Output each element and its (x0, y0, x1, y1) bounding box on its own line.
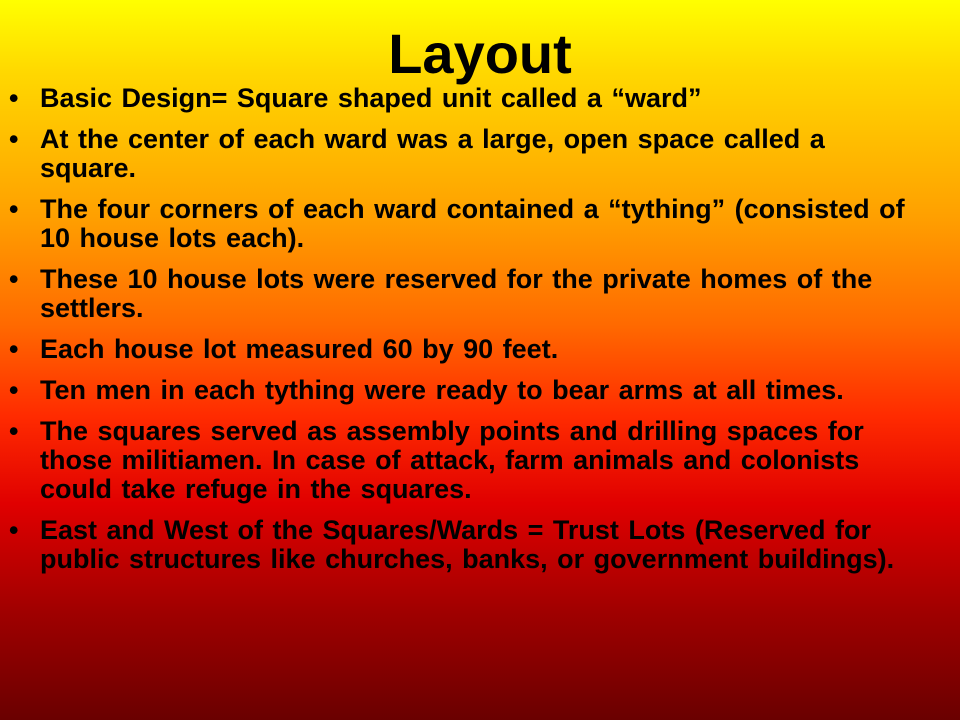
bullet-item (0, 195, 920, 253)
bullet-item (0, 125, 920, 183)
bullet-item (0, 417, 920, 504)
bullet-text: Basic Design= Square shaped unit called a “ward” (40, 83, 702, 113)
bullet-text: East and West of the Squares/Wards = Trust Lots (Reserved for public structures like churches, banks, or government buildings). (40, 515, 895, 574)
bullet-icon: • (9, 416, 19, 446)
bullet-icon: • (9, 334, 19, 364)
bullet-text: The four corners of each ward contained a “tything” (consisted of 10 house lots each). (40, 194, 905, 253)
bullet-icon: • (9, 515, 19, 545)
slide-title: Layout (388, 22, 572, 85)
bullet-item (0, 335, 920, 364)
bullet-icon: • (9, 264, 19, 294)
bullet-list (0, 84, 960, 586)
bullet-icon: • (9, 194, 19, 224)
bullet-icon: • (9, 83, 19, 113)
bullet-text: These 10 house lots were reserved for the private homes of the settlers. (40, 264, 873, 323)
bullet-text: Ten men in each tything were ready to bear arms at all times. (40, 375, 844, 405)
bullet-icon: • (9, 375, 19, 405)
bullet-icon: • (9, 124, 19, 154)
bullet-text: The squares served as assembly points and drilling spaces for those militiamen. In case of attack, farm animals and colonists could take refuge in the squares. (40, 416, 864, 504)
bullet-item (0, 376, 920, 405)
bullet-item (0, 84, 920, 113)
bullet-text: Each house lot measured 60 by 90 feet. (40, 334, 559, 364)
bullet-item (0, 516, 920, 574)
bullet-item (0, 265, 920, 323)
bullet-text: At the center of each ward was a large, open space called a square. (40, 124, 825, 183)
